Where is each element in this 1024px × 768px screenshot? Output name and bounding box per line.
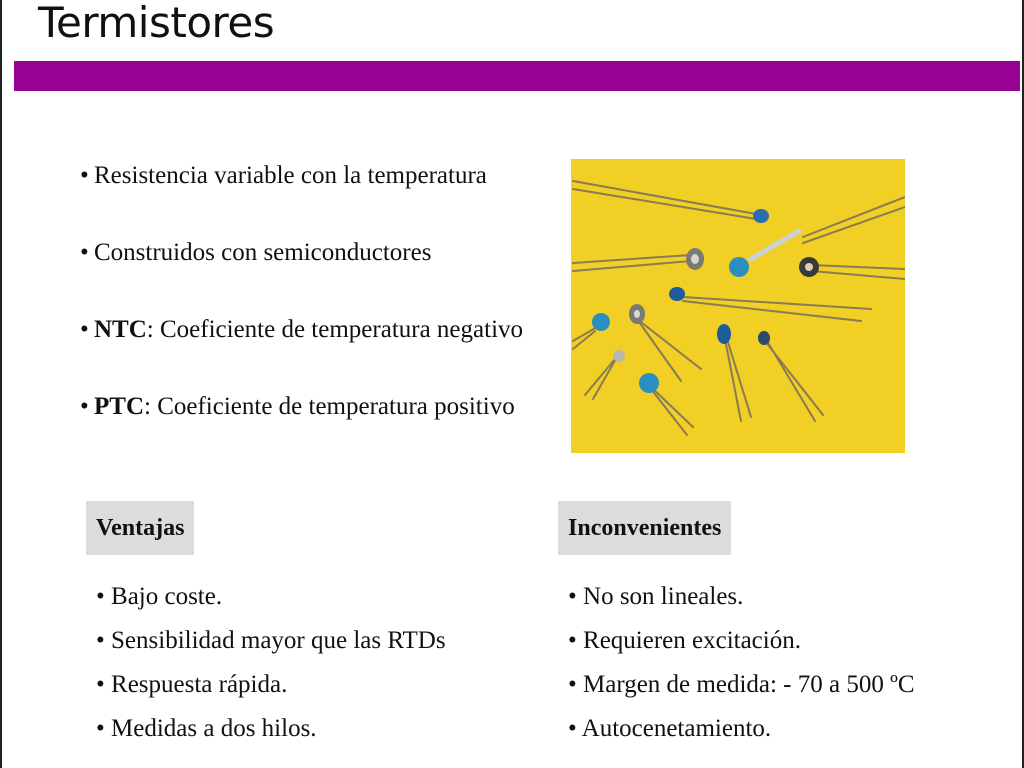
list-item — [568, 670, 915, 714]
bullet-dot: • — [80, 239, 89, 266]
bullet-item — [80, 239, 550, 316]
bullet-dot: • — [96, 671, 105, 698]
bullet-text: Resistencia variable con la temperatura — [94, 162, 487, 189]
list-item — [568, 714, 915, 758]
list-item — [96, 582, 446, 626]
bullet-dot: • — [96, 715, 105, 742]
list-item — [96, 670, 446, 714]
bullet-dot: • — [80, 162, 89, 189]
bullet-dot: • — [96, 627, 105, 654]
bullet-dot: • — [568, 627, 577, 654]
main-bullet-list — [80, 162, 550, 470]
ventajas-item: Medidas a dos hilos. — [111, 715, 317, 742]
inconvenientes-item: Requieren excitación. — [583, 627, 801, 654]
bullet-dot: • — [568, 671, 577, 698]
bullet-item — [80, 316, 550, 393]
ventajas-item: Bajo coste. — [111, 583, 223, 610]
inconvenientes-heading: Inconvenientes — [558, 501, 731, 555]
bullet-item — [80, 162, 550, 239]
list-item — [568, 582, 915, 626]
ventajas-item: Respuesta rápida. — [111, 671, 288, 698]
inconvenientes-item: Autocenetamiento. — [581, 715, 772, 742]
bullet-dot: • — [96, 583, 105, 610]
inconvenientes-item: Margen de medida: - 70 a 500 ºC — [583, 671, 915, 698]
bullet-dot: • — [568, 715, 577, 742]
list-item — [96, 626, 446, 670]
bullet-dot: • — [568, 583, 577, 610]
slide-title: Termistores — [38, 0, 275, 47]
bullet-dot: • — [80, 316, 89, 343]
list-item — [568, 626, 915, 670]
inconvenientes-list — [568, 582, 915, 758]
thermistor-photo-illustration — [571, 159, 905, 453]
title-accent-bar — [14, 61, 1020, 91]
bullet-dot: • — [80, 393, 89, 420]
bullet-item — [80, 393, 550, 470]
ventajas-list — [96, 582, 446, 758]
list-item — [96, 714, 446, 758]
inconvenientes-item: No son lineales. — [583, 583, 744, 610]
ventajas-item: Sensibilidad mayor que las RTDs — [111, 627, 446, 654]
bullet-text: Construidos con semiconductores — [94, 239, 432, 266]
slide-border-left — [0, 0, 2, 768]
bullet-bold-ntc: NTC — [94, 316, 147, 343]
bullet-text: : Coeficiente de temperatura positivo — [144, 393, 515, 420]
thermistor-photo — [571, 159, 905, 453]
ventajas-heading: Ventajas — [86, 501, 194, 555]
bullet-bold-ptc: PTC — [94, 393, 144, 420]
bullet-text: : Coeficiente de temperatura negativo — [146, 316, 524, 343]
